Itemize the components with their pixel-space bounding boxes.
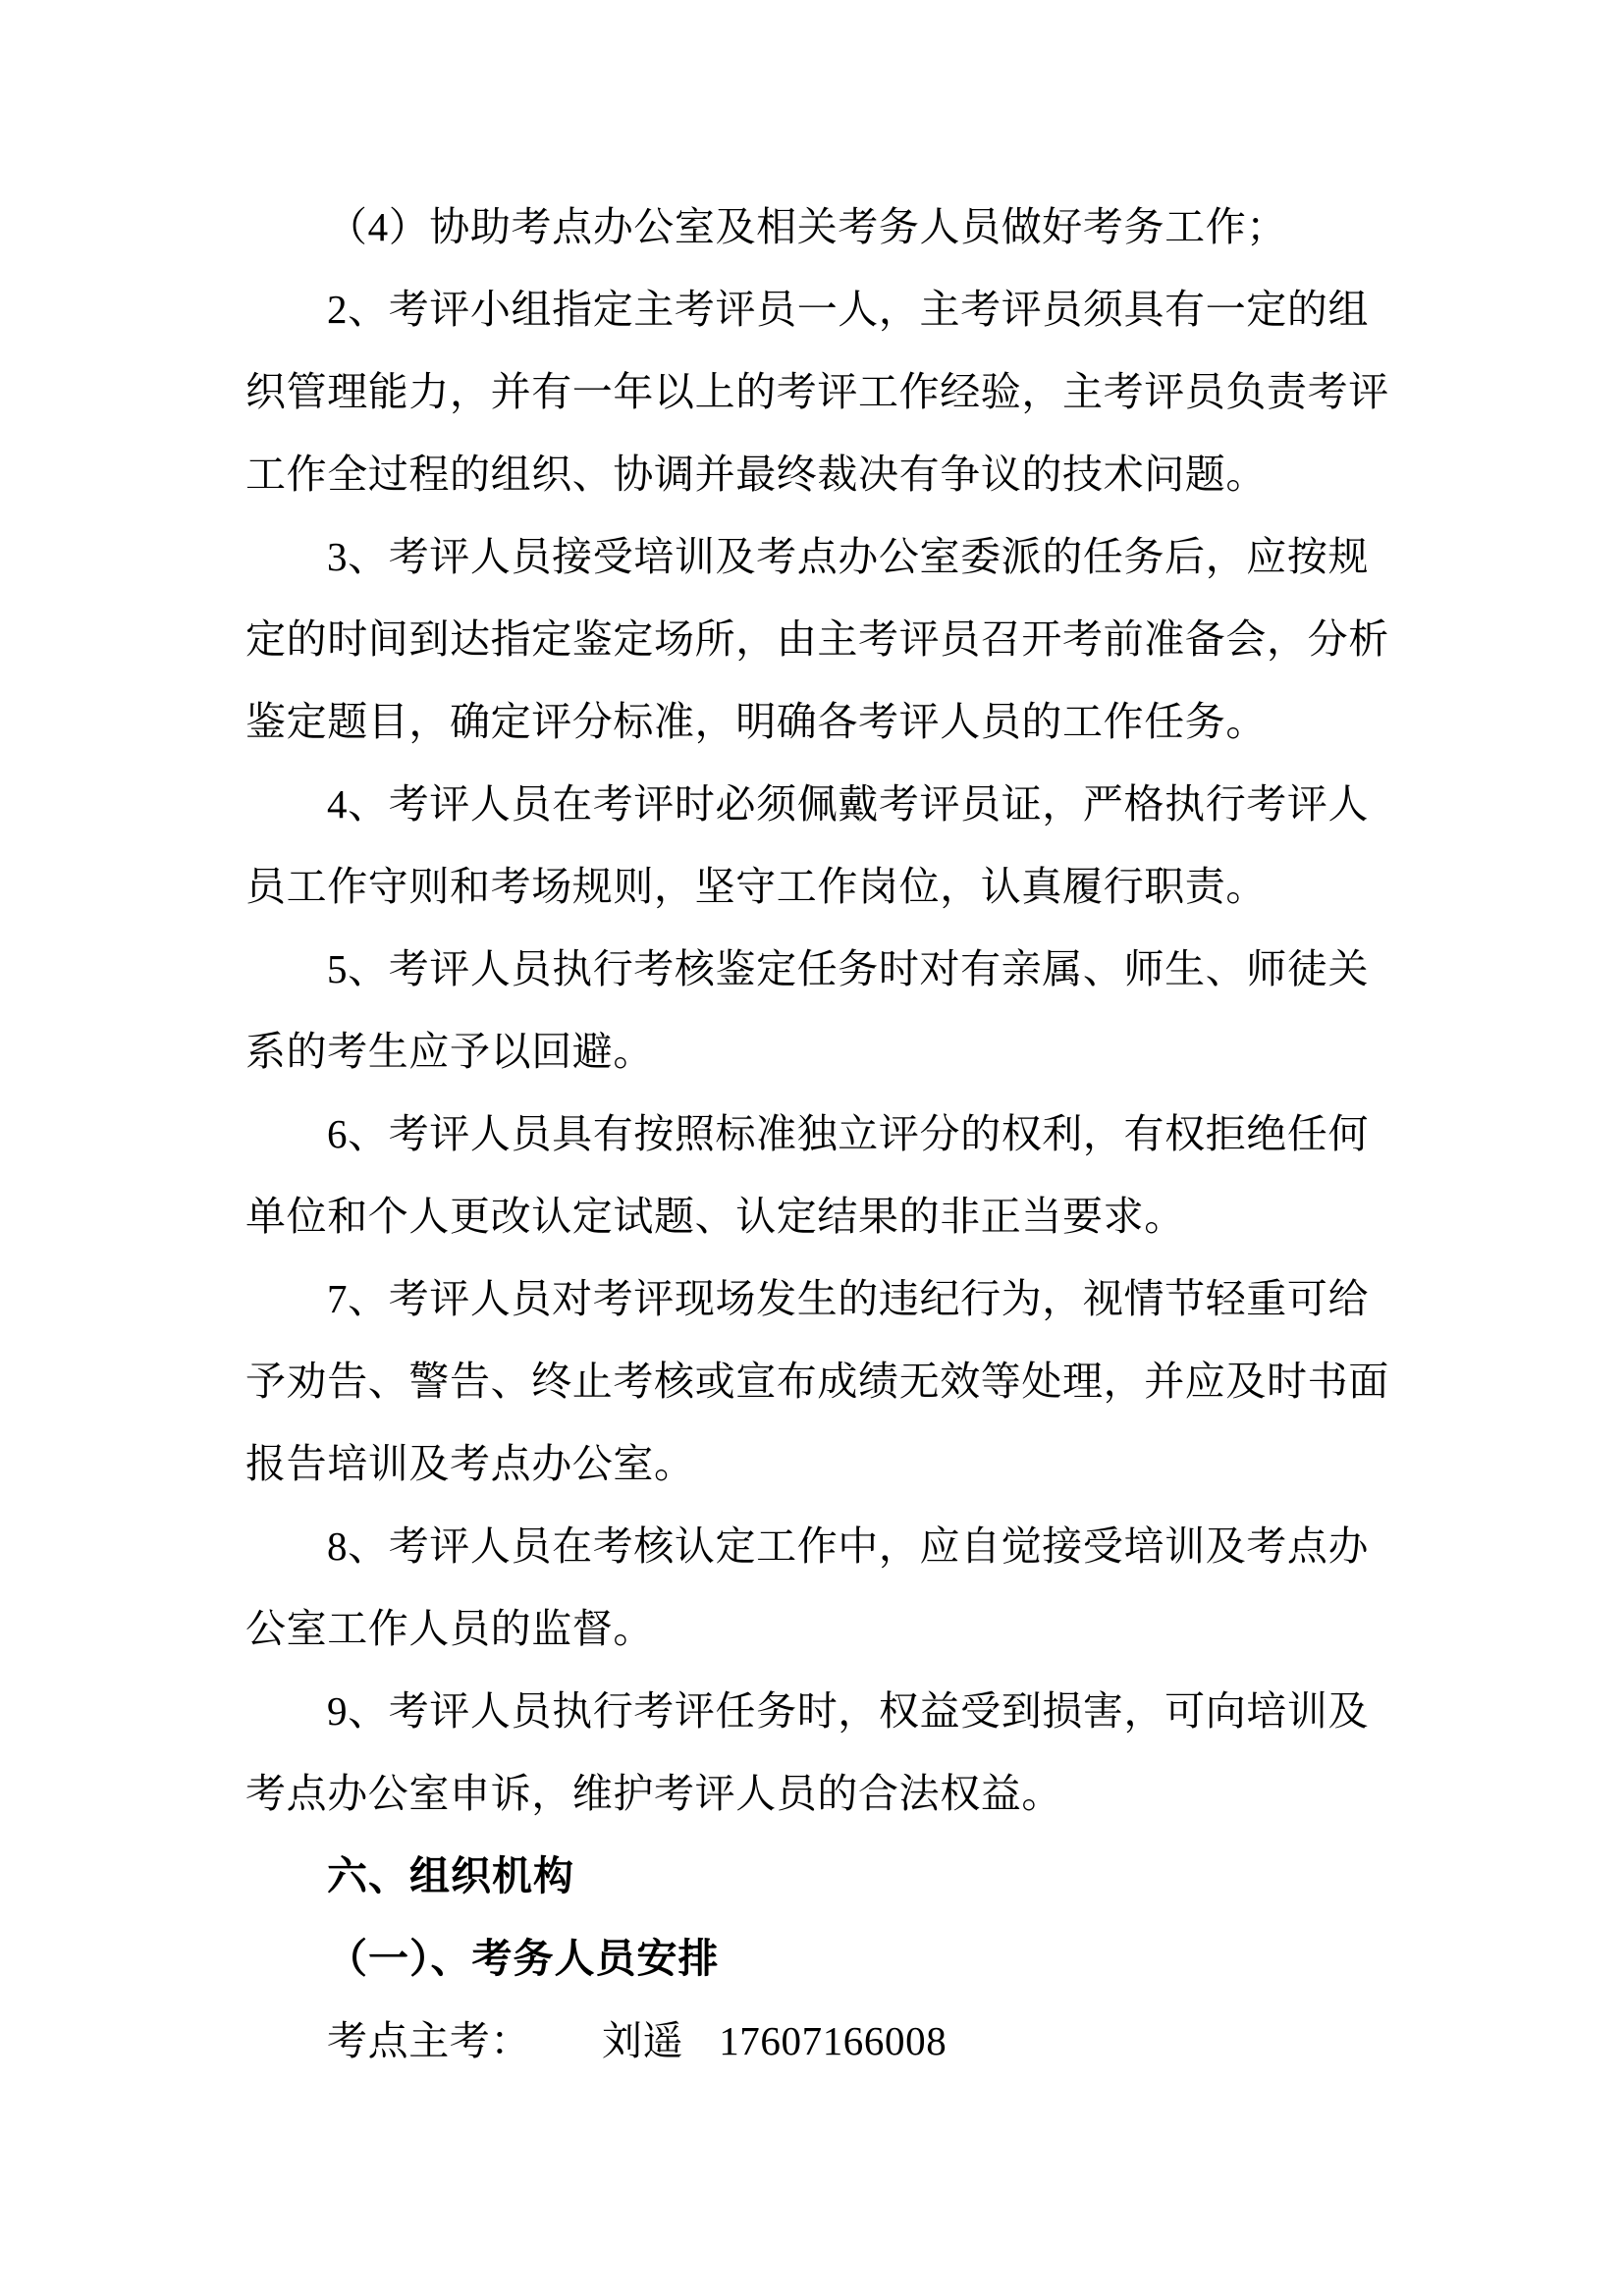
text-line: 单位和个人更改认定试题、认定结果的非正当要求。 bbox=[245, 1194, 1185, 1239]
subsection-heading-staff-arrangement: （一）、考务人员安排 bbox=[327, 1936, 720, 1981]
text-line: 考点办公室申诉，维护考评人员的合法权益。 bbox=[245, 1771, 1062, 1816]
text-line: 4、考评人员在考评时必须佩戴考评员证，严格执行考评人 bbox=[327, 781, 1370, 827]
text-line: （4）协助考点办公室及相关考务人员做好考务工作； bbox=[327, 204, 1287, 249]
text-line: 员工作守则和考场规则，坚守工作岗位，认真履行职责。 bbox=[245, 864, 1267, 909]
text-line: 织管理能力，并有一年以上的考评工作经验，主考评员负责考评 bbox=[245, 369, 1389, 414]
section-heading-organization: 六、组织机构 bbox=[327, 1853, 574, 1898]
text-line: 系的考生应予以回避。 bbox=[245, 1029, 654, 1074]
text-line: 定的时间到达指定鉴定场所，由主考评员召开考前准备会，分析 bbox=[245, 616, 1389, 662]
contact-line bbox=[245, 2000, 1394, 2082]
text-line: 予劝告、警告、终止考核或宣布成绩无效等处理，并应及时书面 bbox=[245, 1359, 1389, 1404]
contact-phone-number: 17607166008 bbox=[719, 2018, 947, 2063]
text-line: 工作全过程的组织、协调并最终裁决有争议的技术问题。 bbox=[245, 452, 1267, 497]
contact-person-name: 刘遥 bbox=[602, 2018, 684, 2063]
text-line: 2、考评小组指定主考评员一人，主考评员须具有一定的组 bbox=[327, 287, 1370, 332]
text-line: 公室工作人员的监督。 bbox=[245, 1606, 654, 1651]
text-line: 鉴定题目，确定评分标准，明确各考评人员的工作任务。 bbox=[245, 699, 1267, 744]
text-line: 6、考评人员具有按照标准独立评分的权利，有权拒绝任何 bbox=[327, 1111, 1370, 1156]
text-line: 9、考评人员执行考评任务时，权益受到损害，可向培训及 bbox=[327, 1688, 1370, 1734]
text-line: 7、考评人员对考评现场发生的违纪行为，视情节轻重可给 bbox=[327, 1276, 1370, 1321]
text-line: 报告培训及考点办公室。 bbox=[245, 1441, 695, 1486]
document-body bbox=[245, 186, 1394, 2082]
text-line: 5、考评人员执行考核鉴定任务时对有亲属、师生、师徒关 bbox=[327, 946, 1370, 991]
contact-role-label: 考点主考： bbox=[327, 2018, 531, 2063]
text-line: 8、考评人员在考核认定工作中，应自觉接受培训及考点办 bbox=[327, 1523, 1370, 1569]
text-line: 3、考评人员接受培训及考点办公室委派的任务后，应按规 bbox=[327, 534, 1370, 579]
